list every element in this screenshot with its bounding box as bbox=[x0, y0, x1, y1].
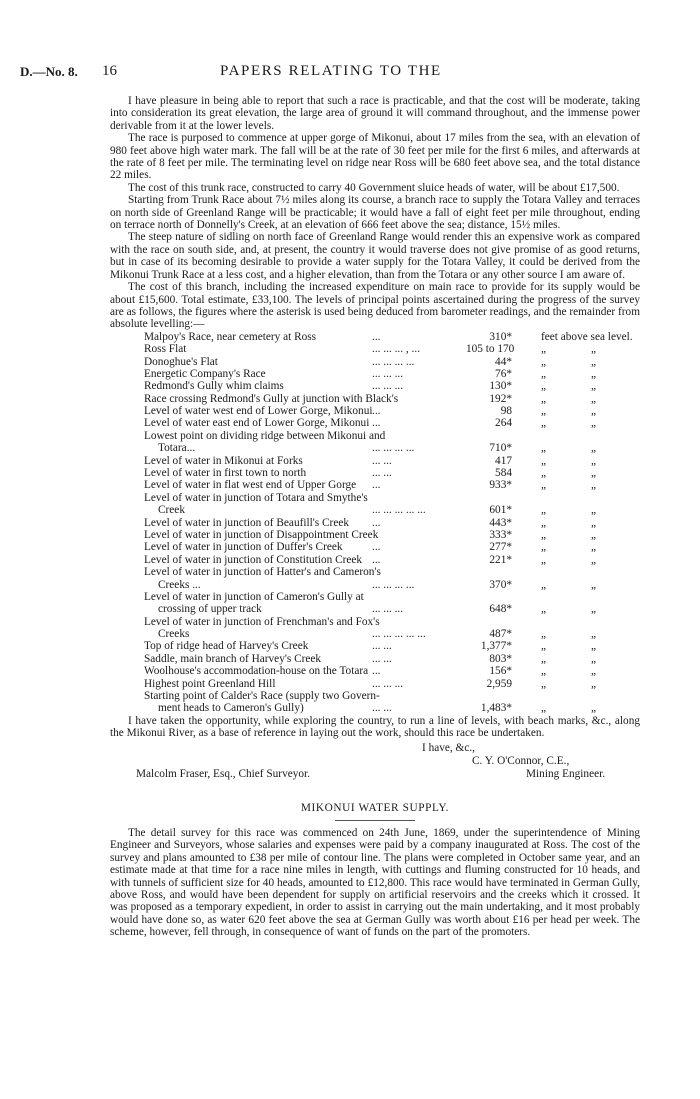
level-place: Creek bbox=[158, 504, 185, 517]
level-place: Level of water in junction of Beaufill's Creek bbox=[144, 516, 349, 529]
level-value: 648* bbox=[489, 603, 512, 616]
level-value: 417 bbox=[495, 454, 512, 467]
level-unit-ditto: „ bbox=[591, 528, 597, 541]
level-unit-ditto: „ bbox=[591, 516, 597, 529]
level-unit: „ bbox=[541, 628, 547, 641]
level-row bbox=[144, 690, 640, 702]
level-row bbox=[144, 678, 640, 690]
level-unit: „ bbox=[541, 578, 547, 591]
level-unit: „ bbox=[541, 541, 547, 554]
intro-paragraphs bbox=[110, 95, 640, 331]
level-place: Level of water in junction of Disappointment Creek bbox=[144, 528, 379, 541]
leader-dots: ... ... bbox=[372, 652, 392, 665]
level-row bbox=[144, 541, 640, 553]
level-place: ment heads to Cameron's Gully) bbox=[158, 702, 304, 715]
leader-dots: ... ... bbox=[372, 702, 392, 715]
level-row bbox=[144, 640, 640, 652]
level-value: 584 bbox=[495, 467, 512, 480]
level-value: 310* bbox=[489, 330, 512, 343]
level-place: crossing of upper track bbox=[158, 603, 262, 616]
level-unit: „ bbox=[541, 454, 547, 467]
level-unit-ditto: „ bbox=[591, 392, 597, 405]
leader-dots: ... bbox=[372, 405, 381, 418]
level-place: Woolhouse's accommodation-house on the Totara bbox=[144, 665, 369, 678]
level-unit: „ bbox=[541, 405, 547, 418]
leader-dots: ... ... bbox=[372, 467, 392, 480]
level-place: Redmond's Gully whim claims bbox=[144, 380, 284, 393]
signature-block bbox=[110, 742, 640, 794]
leader-dots: ... ... ... ... bbox=[372, 442, 415, 455]
level-unit-ditto: „ bbox=[591, 367, 597, 380]
level-unit-ditto: „ bbox=[591, 603, 597, 616]
level-unit: „ bbox=[541, 603, 547, 616]
level-value: 156* bbox=[489, 665, 512, 678]
level-unit-ditto: „ bbox=[591, 380, 597, 393]
level-unit-ditto: „ bbox=[591, 479, 597, 492]
level-unit: „ bbox=[541, 417, 547, 430]
level-row bbox=[144, 455, 640, 467]
level-unit: „ bbox=[541, 640, 547, 653]
level-place: Energetic Company's Race bbox=[144, 367, 266, 380]
level-unit-ditto: „ bbox=[591, 553, 597, 566]
level-unit: „ bbox=[541, 392, 547, 405]
leader-dots: ... ... ... bbox=[372, 677, 404, 690]
level-place: Level of water in junction of Frenchman's and Fox's bbox=[144, 615, 380, 628]
level-unit-ditto: „ bbox=[591, 665, 597, 678]
level-value: 192* bbox=[489, 392, 512, 405]
level-row bbox=[144, 616, 640, 628]
leader-dots: ... ... ... bbox=[372, 603, 404, 616]
level-row bbox=[144, 702, 640, 714]
body-paragraph: The steep nature of sidling on north face of Greenland Range would render this an expensive work as compared with the race on south side, and, at present, the country it would traverse does not give promise of as good returns, but in case of its becoming desirable to provide a water supply for the Totara Valley, it could be derived from the Mikonui Trunk Race at a less cost, and a higher elevation, than from the Totara or any other source I am aware of. bbox=[110, 231, 640, 281]
level-value: 933* bbox=[489, 479, 512, 492]
level-value: 264 bbox=[495, 417, 512, 430]
level-place: Level of water in Mikonui at Forks bbox=[144, 454, 303, 467]
level-place: Top of ridge head of Harvey's Creek bbox=[144, 640, 309, 653]
level-place: Level of water in junction of Duffer's Creek bbox=[144, 541, 343, 554]
level-value: 98 bbox=[500, 405, 512, 418]
level-value: 44* bbox=[495, 355, 512, 368]
level-unit-ditto: „ bbox=[591, 405, 597, 418]
level-place: Creeks ... bbox=[158, 578, 201, 591]
level-unit: feet above sea level. bbox=[541, 330, 633, 343]
level-value: 130* bbox=[489, 380, 512, 393]
level-row bbox=[144, 380, 640, 392]
level-value: 1,483* bbox=[480, 702, 512, 715]
level-place: Level of water in junction of Hatter's and Cameron's bbox=[144, 566, 381, 579]
level-unit: „ bbox=[541, 355, 547, 368]
level-unit-ditto: „ bbox=[591, 454, 597, 467]
page-number: 16 bbox=[102, 63, 117, 79]
level-row bbox=[144, 492, 640, 504]
section-title: MIKONUI WATER SUPPLY. bbox=[300, 801, 450, 814]
document-body bbox=[110, 95, 640, 939]
level-row bbox=[144, 566, 640, 578]
levels-table bbox=[144, 331, 640, 715]
level-unit: „ bbox=[541, 652, 547, 665]
level-place: Saddle, main branch of Harvey's Creek bbox=[144, 652, 322, 665]
level-place: Level of water in junction of Cameron's Gully at bbox=[144, 590, 364, 603]
level-place: Level of water in junction of Totara and Smythe's bbox=[144, 491, 368, 504]
level-unit: „ bbox=[541, 380, 547, 393]
level-row bbox=[144, 368, 640, 380]
level-row bbox=[144, 467, 640, 479]
level-row bbox=[144, 417, 640, 429]
level-unit: „ bbox=[541, 528, 547, 541]
leader-dots: ... ... ... bbox=[372, 367, 404, 380]
level-value: 76* bbox=[495, 367, 512, 380]
closing-paragraph: I have taken the opportunity, while exploring the country, to run a line of levels, with beach marks, &c., along the Mikonui River, as a base of reference in laying out the work, should this race be undertaken. bbox=[110, 714, 640, 740]
leader-dots: ... ... ... ... bbox=[372, 578, 415, 591]
document-reference: D.—No. 8. bbox=[20, 64, 78, 79]
leader-dots: ... bbox=[372, 553, 381, 566]
level-unit: „ bbox=[541, 504, 547, 517]
level-unit: „ bbox=[541, 367, 547, 380]
level-row bbox=[144, 393, 640, 405]
level-row bbox=[144, 603, 640, 615]
level-place: Level of water east end of Lower Gorge, Mikonui bbox=[144, 417, 370, 430]
leader-dots: ... ... ... ... bbox=[372, 355, 415, 368]
level-row bbox=[144, 653, 640, 665]
level-row bbox=[144, 579, 640, 591]
level-unit-ditto: „ bbox=[591, 467, 597, 480]
level-value: 803* bbox=[489, 652, 512, 665]
level-value: 2,959 bbox=[486, 677, 512, 690]
level-place: Totara... bbox=[158, 442, 196, 455]
leader-dots: ... bbox=[372, 516, 381, 529]
level-row bbox=[144, 343, 640, 355]
signature-name: C. Y. O'Connor, C.E., bbox=[472, 754, 570, 767]
level-place: Donoghue's Flat bbox=[144, 355, 218, 368]
level-place: Level of water in first town to north bbox=[144, 467, 307, 480]
level-row bbox=[144, 628, 640, 640]
level-place: Race crossing Redmond's Gully at junction with Black's bbox=[144, 392, 399, 405]
level-unit: „ bbox=[541, 516, 547, 529]
level-place: Level of water in junction of Constitution Creek bbox=[144, 553, 363, 566]
leader-dots: ... bbox=[372, 665, 381, 678]
level-row bbox=[144, 554, 640, 566]
leader-dots: ... bbox=[372, 417, 381, 430]
level-unit: „ bbox=[541, 702, 547, 715]
level-place: Starting point of Calder's Race (supply two Govern- bbox=[144, 690, 380, 703]
level-place: Level of water in flat west end of Upper Gorge bbox=[144, 479, 357, 492]
level-value: 333* bbox=[489, 528, 512, 541]
level-unit-ditto: „ bbox=[591, 343, 597, 356]
level-unit-ditto: „ bbox=[591, 417, 597, 430]
level-unit-ditto: „ bbox=[591, 702, 597, 715]
body-paragraph: The cost of this branch, including the increased expenditure on main race to provide for its supply would be about £15,600. Total estimate, £33,100. The levels of principal points ascertained during the progress of the survey are as follows, the figures where the asterisk is used being deduced from barometer readings, and the remainder from absolute levelling:— bbox=[110, 281, 640, 331]
level-unit-ditto: „ bbox=[591, 541, 597, 554]
level-place: Malpoy's Race, near cemetery at Ross bbox=[144, 330, 317, 343]
level-unit: „ bbox=[541, 442, 547, 455]
level-unit: „ bbox=[541, 553, 547, 566]
level-value: 277* bbox=[489, 541, 512, 554]
level-place: Creeks bbox=[158, 628, 190, 641]
level-row bbox=[144, 442, 640, 454]
level-row bbox=[144, 591, 640, 603]
level-value: 601* bbox=[489, 504, 512, 517]
level-value: 105 to 170 bbox=[466, 343, 515, 356]
level-row bbox=[144, 529, 640, 541]
level-value: 487* bbox=[489, 628, 512, 641]
leader-dots: ... ... ... ... ... bbox=[372, 504, 426, 517]
page-header bbox=[20, 63, 670, 83]
level-value: 370* bbox=[489, 578, 512, 591]
signature-greeting: I have, &c., bbox=[422, 741, 476, 754]
level-place: Highest point Greenland Hill bbox=[144, 677, 276, 690]
leader-dots: ... bbox=[372, 541, 381, 554]
leader-dots: ... ... bbox=[372, 640, 392, 653]
leader-dots: ... ... ... ... ... bbox=[372, 628, 426, 641]
level-unit-ditto: „ bbox=[591, 355, 597, 368]
level-unit: „ bbox=[541, 677, 547, 690]
level-unit: „ bbox=[541, 343, 547, 356]
level-row bbox=[144, 665, 640, 677]
level-row bbox=[144, 356, 640, 368]
level-row bbox=[144, 405, 640, 417]
leader-dots: ... ... bbox=[372, 454, 392, 467]
running-title: PAPERS RELATING TO THE bbox=[220, 63, 442, 79]
leader-dots: ... ... ... , ... bbox=[372, 343, 421, 356]
level-unit-ditto: „ bbox=[591, 640, 597, 653]
level-unit: „ bbox=[541, 479, 547, 492]
signature-title: Mining Engineer. bbox=[526, 767, 606, 780]
level-value: 1,377* bbox=[480, 640, 512, 653]
level-unit: „ bbox=[541, 467, 547, 480]
section-paragraph: The detail survey for this race was commenced on 24th June, 1869, under the superintendence of Mining Engineer and Surveyors, whose salaries and expenses were paid by a company inaugurated at Ross. The cost of the survey and plans amounted to £38 per mile of contour line. The plans were completed in October same year, and an estimate made at that time for a race nine miles in length, with cuttings and fluming constructed for 10 heads, and with tunnels of sufficient size for 40 heads, amounted to £12,800. This race would have terminated in German Gully, above Ross, and would have been dependent for supply on artificial reservoirs and the creeks which it crossed. It was proposed as a temporary expedient, in order to assist in carrying out the main undertaking, and it most probably would have done so, as water 620 feet above the sea at German Gully was worth about £16 per head per week. The scheme, however, fell through, in consequence of want of funds on the part of the promoters. bbox=[110, 827, 640, 939]
level-row bbox=[144, 331, 640, 343]
level-place: Ross Flat bbox=[144, 343, 187, 356]
level-row bbox=[144, 504, 640, 516]
level-value: 221* bbox=[489, 553, 512, 566]
level-value: 443* bbox=[489, 516, 512, 529]
level-unit: „ bbox=[541, 665, 547, 678]
level-unit-ditto: „ bbox=[591, 652, 597, 665]
level-row bbox=[144, 517, 640, 529]
level-unit-ditto: „ bbox=[591, 578, 597, 591]
leader-dots: ... bbox=[372, 330, 381, 343]
level-unit-ditto: „ bbox=[591, 677, 597, 690]
level-unit-ditto: „ bbox=[591, 628, 597, 641]
body-paragraph: The race is purposed to commence at upper gorge of Mikonui, about 17 miles from the sea, with an elevation of 980 feet above high water mark. The fall will be at the rate of 30 feet per mile for the first 6 miles, and afterwards at the rate of 8 feet per mile. The terminating level on ridge near Ross will be 680 feet above sea, and the total distance 22 miles. bbox=[110, 132, 640, 182]
level-place: Level of water west end of Lower Gorge, Mikonui bbox=[144, 405, 373, 418]
level-place: Lowest point on dividing ridge between Mikonui and bbox=[144, 429, 386, 442]
level-unit-ditto: „ bbox=[591, 442, 597, 455]
section-rule bbox=[335, 820, 415, 821]
body-paragraph: Starting from Trunk Race about 7½ miles along its course, a branch race to supply the Totara Valley and terraces on north side of Greenland Range will be practicable; it would have a fall of eight feet per mile throughout, ending on terrace north of Donnelly's Creek, at an elevation of 666 feet above the sea; distance, 15½ miles. bbox=[110, 194, 640, 232]
level-unit-ditto: „ bbox=[591, 504, 597, 517]
body-paragraph: I have pleasure in being able to report that such a race is practicable, and that the cost will be moderate, taking into consideration its great elevation, the large area of ground it will command throughout, and the immense power derivable from it at the lower levels. bbox=[110, 95, 640, 132]
signature-addressee: Malcolm Fraser, Esq., Chief Surveyor. bbox=[136, 767, 310, 780]
level-row bbox=[144, 430, 640, 442]
leader-dots: ... bbox=[372, 479, 381, 492]
level-row bbox=[144, 479, 640, 491]
level-value: 710* bbox=[489, 442, 512, 455]
body-paragraph: The cost of this trunk race, constructed to carry 40 Government sluice heads of water, will be about £17,500. bbox=[128, 181, 620, 194]
leader-dots: ... ... ... bbox=[372, 380, 404, 393]
